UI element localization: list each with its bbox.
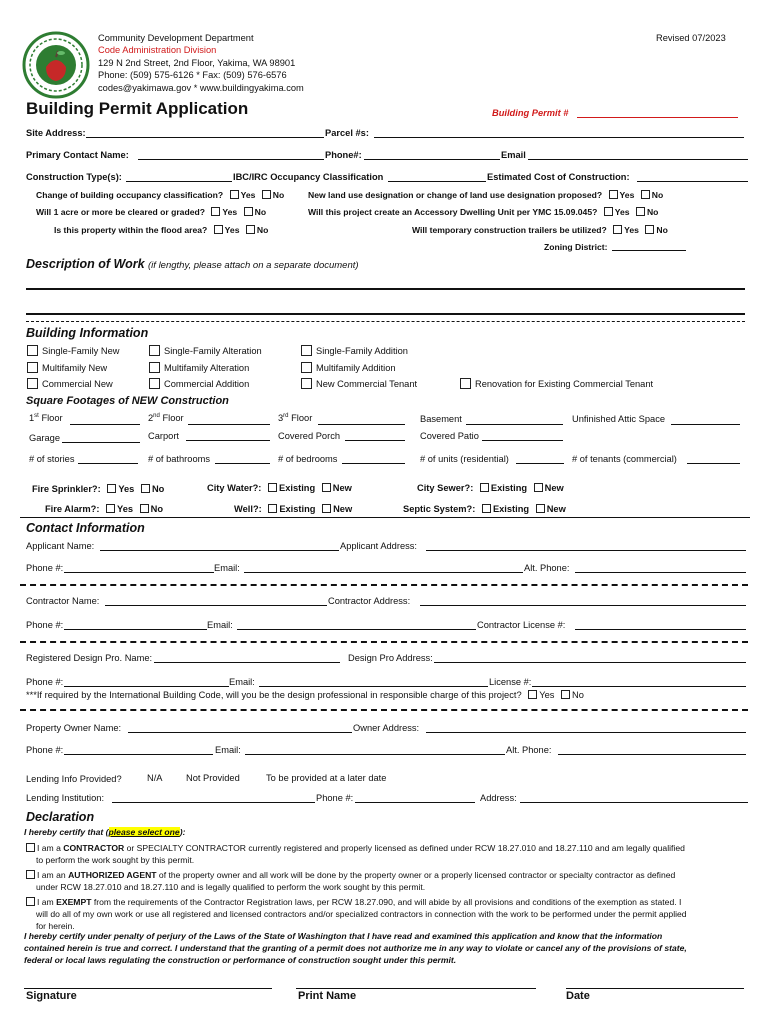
permit-number-field[interactable]	[577, 117, 738, 118]
bathrooms-field[interactable]	[215, 463, 270, 464]
designer-phone-field[interactable]	[64, 686, 229, 687]
contractor-email-label: Email:	[207, 620, 233, 630]
basement-label: Basement	[420, 414, 462, 424]
new-label: New	[333, 504, 353, 514]
checkbox[interactable]	[27, 345, 38, 356]
question-flood-area	[54, 225, 268, 235]
signature-label: Signature	[26, 990, 77, 1002]
dashed-separator	[20, 584, 748, 586]
type-label: Commercial Addition	[164, 379, 250, 389]
option-text: or SPECIALTY CONTRACTOR currently registered and properly licensed as defined under RCW 18.27.010 and 18.27.110 and am legally qualified	[124, 843, 685, 853]
yes-label: Yes	[614, 207, 630, 217]
no-label: No	[256, 225, 269, 235]
designer-phone-label: Phone #:	[26, 677, 64, 687]
yes-label: Yes	[539, 690, 555, 700]
occupancy-label: IBC/IRC Occupancy Classification	[233, 172, 384, 182]
owner-name-label: Property Owner Name:	[26, 723, 122, 733]
question-adu	[308, 207, 658, 217]
lending-address-label: Address:	[480, 793, 517, 803]
email-field[interactable]	[528, 159, 748, 160]
attic-field[interactable]	[671, 424, 740, 425]
designer-name-label: Registered Design Pro. Name:	[26, 653, 153, 663]
existing-checkbox[interactable]	[268, 483, 277, 492]
site-address-field[interactable]	[86, 137, 324, 138]
existing-checkbox[interactable]	[482, 504, 491, 513]
covered-patio-label: Covered Patio	[420, 431, 479, 441]
type-label: Renovation for Existing Commercial Tenant	[475, 379, 654, 389]
no-label: No	[646, 207, 659, 217]
units-field[interactable]	[516, 463, 564, 464]
yes-checkbox[interactable]	[211, 207, 220, 216]
cost-field[interactable]	[637, 181, 748, 182]
septic-label: Septic System?:	[403, 504, 476, 514]
septic-row	[403, 504, 566, 514]
bedrooms-field[interactable]	[342, 463, 405, 464]
question-text: Change of building occupancy classification?	[36, 190, 224, 200]
description-line-2[interactable]	[26, 313, 745, 315]
designer-license-label: License #:	[489, 677, 532, 687]
type-commercial-new[interactable]	[27, 378, 113, 389]
print-name-label: Print Name	[298, 990, 357, 1002]
yes-checkbox[interactable]	[528, 690, 537, 699]
site-address-label: Site Address:	[26, 128, 86, 138]
perjury-statement-1: I hereby certify under penalty of perjury of the Laws of the State of Washington that I have read and examined this application and know that the information	[24, 931, 663, 941]
first-floor-label	[29, 413, 63, 423]
applicant-email-label: Email:	[214, 563, 240, 573]
lending-later-option[interactable]: To be provided at a later date	[266, 773, 387, 783]
zoning-field[interactable]	[612, 250, 686, 251]
date-label: Date	[566, 990, 590, 1002]
no-label: No	[254, 207, 267, 217]
well-label: Well?:	[234, 504, 262, 514]
tenants-label: # of tenants (commercial)	[572, 454, 677, 464]
owner-alt-phone-field[interactable]	[558, 754, 746, 755]
no-label: No	[150, 504, 164, 514]
type-multifamily-addition[interactable]	[301, 362, 396, 373]
exempt-checkbox[interactable]	[26, 897, 35, 906]
new-checkbox[interactable]	[534, 483, 543, 492]
option-contractor	[24, 843, 685, 853]
phone-field[interactable]	[364, 159, 500, 160]
applicant-email-field[interactable]	[244, 572, 523, 573]
no-label: No	[272, 190, 285, 200]
option-text: from the requirements of the Contractor Registration laws, per RCW 18.27.090, and will abide by all provisions and conditions of the exemption as stated. I	[91, 897, 682, 907]
existing-checkbox[interactable]	[268, 504, 277, 513]
well-row	[234, 504, 352, 514]
primary-contact-label: Primary Contact Name:	[26, 150, 129, 160]
question-occupancy-change	[36, 190, 284, 200]
lending-not-provided-option[interactable]: Not Provided	[186, 773, 240, 783]
contractor-license-label: Contractor License #:	[477, 620, 566, 630]
parcel-field[interactable]	[374, 137, 744, 138]
second-floor-label	[148, 413, 184, 423]
new-label: New	[332, 483, 352, 493]
description-note: (if lengthy, please attach on a separate document)	[148, 260, 359, 271]
contractor-email-field[interactable]	[237, 629, 476, 630]
floor-word: Floor	[162, 413, 184, 424]
type-label: Single-Family Alteration	[164, 346, 262, 356]
page-title: Building Permit Application	[26, 99, 249, 118]
city-seal-logo	[22, 31, 90, 99]
option-text: I am an	[37, 870, 69, 880]
number: 1	[29, 413, 35, 424]
no-label: No	[151, 484, 165, 494]
yes-label: Yes	[118, 484, 135, 494]
question-text: Will this project create an Accessory Dwelling Unit per YMC 15.09.045?	[308, 207, 598, 217]
question-text: Will 1 acre or more be cleared or graded?	[36, 207, 205, 217]
type-label: Multifamily New	[42, 363, 108, 373]
first-floor-field[interactable]	[70, 424, 140, 425]
covered-porch-label: Covered Porch	[278, 431, 341, 441]
email-website: codes@yakimawa.gov * www.buildingyakima.com	[98, 83, 304, 93]
checkbox[interactable]	[27, 362, 38, 373]
designer-address-field[interactable]	[434, 662, 746, 663]
no-label: No	[656, 225, 668, 235]
yes-checkbox[interactable]	[604, 207, 613, 216]
contractor-checkbox[interactable]	[26, 843, 35, 852]
owner-name-field[interactable]	[128, 732, 352, 733]
yes-checkbox[interactable]	[106, 504, 115, 513]
owner-phone-label: Phone #:	[26, 745, 64, 755]
applicant-phone-label: Phone #:	[26, 563, 64, 573]
covered-porch-field[interactable]	[345, 440, 405, 441]
option-bold: AUTHORIZED AGENT	[68, 870, 157, 880]
print-name-line[interactable]	[296, 988, 536, 989]
no-checkbox[interactable]	[140, 504, 149, 513]
cost-label: Estimated Cost of Construction:	[487, 172, 630, 182]
checkbox[interactable]	[460, 378, 471, 389]
applicant-address-field[interactable]	[426, 550, 746, 551]
certify-instruction	[24, 827, 185, 837]
applicant-phone-field[interactable]	[64, 572, 214, 573]
owner-phone-field[interactable]	[64, 754, 213, 755]
garage-field[interactable]	[62, 442, 140, 443]
designer-name-field[interactable]	[154, 662, 340, 663]
declaration-heading: Declaration	[26, 810, 95, 824]
lending-provided-label: Lending Info Provided?	[26, 774, 122, 784]
checkbox[interactable]	[149, 362, 160, 373]
stories-field[interactable]	[78, 463, 138, 464]
carport-field[interactable]	[186, 440, 270, 441]
owner-address-label: Owner Address:	[353, 723, 420, 733]
yes-checkbox[interactable]	[230, 190, 239, 199]
question-text: New land use designation or change of land use designation proposed?	[308, 190, 603, 200]
type-single-family-addition[interactable]	[301, 345, 408, 356]
applicant-name-field[interactable]	[100, 550, 339, 551]
question-land-use	[308, 190, 663, 200]
contractor-phone-field[interactable]	[64, 629, 207, 630]
checkbox[interactable]	[301, 378, 312, 389]
description-heading	[26, 257, 359, 271]
type-label: Single-Family Addition	[316, 346, 408, 356]
lending-phone-label: Phone #:	[316, 793, 354, 803]
existing-label: Existing	[279, 504, 316, 514]
sqft-heading: Square Footages of NEW Construction	[26, 395, 229, 407]
yes-checkbox[interactable]	[107, 484, 116, 493]
department-name: Community Development Department	[98, 33, 254, 43]
applicant-name-label: Applicant Name:	[26, 541, 95, 551]
option-text: I am	[37, 897, 57, 907]
option-agent-cont: under RCW 18.27.010 and 18.27.110 and is legally qualified to perform the work sought by this permit.	[36, 882, 426, 892]
option-exempt	[24, 897, 681, 907]
new-checkbox[interactable]	[322, 483, 331, 492]
owner-email-label: Email:	[215, 745, 241, 755]
contractor-phone-label: Phone #:	[26, 620, 64, 630]
construction-type-field[interactable]	[126, 181, 232, 182]
question-text: Will temporary construction trailers be utilized?	[412, 225, 607, 235]
phone-label: Phone#:	[325, 150, 362, 160]
type-multifamily-new[interactable]	[27, 362, 107, 373]
fire-alarm-label: Fire Alarm?:	[45, 504, 100, 514]
no-checkbox[interactable]	[561, 690, 570, 699]
no-label: No	[571, 690, 584, 700]
applicant-alt-phone-label: Alt. Phone:	[524, 563, 570, 573]
units-label: # of units (residential)	[420, 454, 509, 464]
question-acre-cleared	[36, 207, 266, 217]
option-text: of the property owner and all work will be done by the property owner or a properly licensed contractor or specialty contractor as defined	[156, 870, 676, 880]
contractor-address-field[interactable]	[420, 605, 746, 606]
type-commercial-addition[interactable]	[149, 378, 249, 389]
stories-label: # of stories	[29, 454, 75, 464]
checkbox[interactable]	[301, 345, 312, 356]
contractor-name-field[interactable]	[105, 605, 327, 606]
division-name: Code Administration Division	[98, 45, 217, 55]
description-title: Description of Work	[26, 257, 145, 271]
contractor-name-label: Contractor Name:	[26, 596, 100, 606]
zoning-label: Zoning District:	[544, 242, 608, 252]
lending-phone-field[interactable]	[355, 802, 475, 803]
ibc-question-row	[26, 690, 584, 700]
checkbox[interactable]	[301, 362, 312, 373]
tenants-field[interactable]	[687, 463, 740, 464]
contractor-license-field[interactable]	[575, 629, 746, 630]
number: 2	[148, 413, 154, 424]
no-checkbox[interactable]	[645, 225, 654, 234]
question-trailers	[412, 225, 668, 235]
yes-label: Yes	[624, 225, 639, 235]
suffix: st	[34, 413, 39, 419]
yes-label: Yes	[224, 225, 240, 235]
option-exempt-cont2: for herein.	[36, 921, 75, 931]
designer-address-label: Design Pro Address:	[348, 653, 433, 663]
type-single-family-alteration[interactable]	[149, 345, 262, 356]
type-new-commercial-tenant[interactable]	[301, 378, 417, 389]
dashed-separator	[20, 641, 748, 643]
parcel-label: Parcel #s:	[325, 128, 369, 138]
yes-label: Yes	[240, 190, 256, 200]
no-checkbox[interactable]	[141, 484, 150, 493]
date-line[interactable]	[566, 988, 744, 989]
perjury-statement-2: contained herein is true and correct. I understand that the granting of a permit does not authorize me in any way to violate or cancel any of the provisions of state,	[24, 943, 687, 953]
option-text: I am a	[37, 843, 64, 853]
fire-sprinkler-label: Fire Sprinkler?:	[32, 484, 101, 494]
owner-alt-phone-label: Alt. Phone:	[506, 745, 552, 755]
type-label: Single-Family New	[42, 346, 120, 356]
type-label: Multifamily Alteration	[164, 363, 250, 373]
certify-text: I hereby certify that (	[24, 827, 109, 837]
section-divider	[26, 321, 745, 322]
no-checkbox[interactable]	[636, 207, 645, 216]
no-checkbox[interactable]	[246, 225, 255, 234]
bathrooms-label: # of bathrooms	[148, 454, 211, 464]
fire-alarm-row	[45, 504, 163, 514]
city-water-label: City Water?:	[207, 483, 262, 493]
agent-checkbox[interactable]	[26, 870, 35, 879]
city-sewer-label: City Sewer?:	[417, 483, 474, 493]
suffix: nd	[153, 413, 160, 419]
owner-address-field[interactable]	[426, 732, 746, 733]
occupancy-field[interactable]	[388, 181, 486, 182]
option-bold: CONTRACTOR	[63, 843, 125, 853]
type-single-family-new[interactable]	[27, 345, 120, 356]
bedrooms-label: # of bedrooms	[278, 454, 338, 464]
garage-label: Garage	[29, 433, 61, 443]
city-water-row	[207, 483, 352, 493]
no-checkbox[interactable]	[262, 190, 271, 199]
carport-label: Carport	[148, 431, 180, 441]
type-label: Multifamily Addition	[316, 363, 396, 373]
building-info-heading: Building Information	[26, 326, 149, 340]
question-text: Is this property within the flood area?	[54, 225, 208, 235]
type-label: New Commercial Tenant	[316, 379, 418, 389]
permit-number-label: Building Permit #	[492, 108, 569, 118]
number: 3	[278, 413, 284, 424]
type-label: Commercial New	[42, 379, 113, 389]
checkbox[interactable]	[149, 378, 160, 389]
section-divider	[20, 517, 750, 518]
yes-checkbox[interactable]	[613, 225, 622, 234]
designer-license-field[interactable]	[532, 686, 746, 687]
certify-highlight: please select one	[108, 827, 180, 837]
dashed-separator	[20, 709, 748, 711]
existing-checkbox[interactable]	[480, 483, 489, 492]
type-multifamily-alteration[interactable]	[149, 362, 249, 373]
designer-email-label: Email:	[229, 677, 255, 687]
option-contractor-cont: to perform the work sought by this permit.	[36, 855, 195, 865]
contractor-address-label: Contractor Address:	[328, 596, 411, 606]
lending-institution-field[interactable]	[112, 802, 315, 803]
suffix: rd	[283, 413, 289, 419]
ibc-question-text: ***If required by the International Building Code, will you be the design professional in responsible charge of this project?	[26, 690, 522, 700]
no-label: No	[651, 190, 664, 200]
basement-field[interactable]	[466, 424, 563, 425]
construction-type-label: Construction Type(s):	[26, 172, 122, 182]
lending-na-option[interactable]: N/A	[147, 773, 163, 783]
city-sewer-row	[417, 483, 564, 493]
type-renovation-commercial-tenant[interactable]	[460, 378, 653, 389]
floor-word: Floor	[41, 413, 63, 424]
third-floor-field[interactable]	[318, 424, 405, 425]
yes-label: Yes	[222, 207, 238, 217]
existing-label: Existing	[279, 483, 316, 493]
yes-label: Yes	[619, 190, 635, 200]
lending-address-field[interactable]	[520, 802, 748, 803]
contact-info-heading: Contact Information	[26, 521, 145, 535]
signature-line[interactable]	[24, 988, 272, 989]
floor-word: Floor	[291, 413, 313, 424]
applicant-address-label: Applicant Address:	[340, 541, 418, 551]
no-checkbox[interactable]	[641, 190, 650, 199]
fire-sprinkler-row	[32, 484, 164, 494]
second-floor-field[interactable]	[188, 424, 270, 425]
covered-patio-field[interactable]	[482, 440, 563, 441]
option-authorized-agent	[24, 870, 675, 880]
applicant-alt-phone-field[interactable]	[575, 572, 746, 573]
existing-label: Existing	[490, 483, 528, 493]
lending-institution-label: Lending Institution:	[26, 793, 105, 803]
email-label: Email	[501, 150, 526, 160]
new-label: New	[544, 483, 564, 493]
owner-email-field[interactable]	[245, 754, 505, 755]
office-address: 129 N 2nd Street, 2nd Floor, Yakima, WA 98901	[98, 58, 296, 68]
perjury-statement-3: federal or local laws regulating the construction or performance of construction sought under this permit.	[24, 955, 457, 965]
third-floor-label	[278, 413, 312, 423]
option-bold: EXEMPT	[56, 897, 92, 907]
checkbox[interactable]	[27, 378, 38, 389]
yes-label: Yes	[117, 504, 134, 514]
existing-label: Existing	[492, 504, 530, 514]
option-exempt-cont: will do all of my own work or use all registered and licensed contractors and/or specialized contractors in connection with the work to be performed under the permit applied	[36, 909, 687, 919]
checkbox[interactable]	[149, 345, 160, 356]
yes-checkbox[interactable]	[214, 225, 223, 234]
new-checkbox[interactable]	[322, 504, 331, 513]
description-line-1[interactable]	[26, 288, 745, 290]
new-checkbox[interactable]	[536, 504, 545, 513]
primary-contact-field[interactable]	[138, 159, 324, 160]
yes-checkbox[interactable]	[609, 190, 618, 199]
new-label: New	[546, 504, 566, 514]
no-checkbox[interactable]	[244, 207, 253, 216]
certify-text: ):	[179, 827, 186, 837]
designer-email-field[interactable]	[259, 686, 488, 687]
revised-date: Revised 07/2023	[656, 33, 726, 43]
attic-label: Unfinished Attic Space	[572, 414, 666, 424]
phone-fax: Phone: (509) 575-6126 * Fax: (509) 576-6576	[98, 70, 287, 80]
